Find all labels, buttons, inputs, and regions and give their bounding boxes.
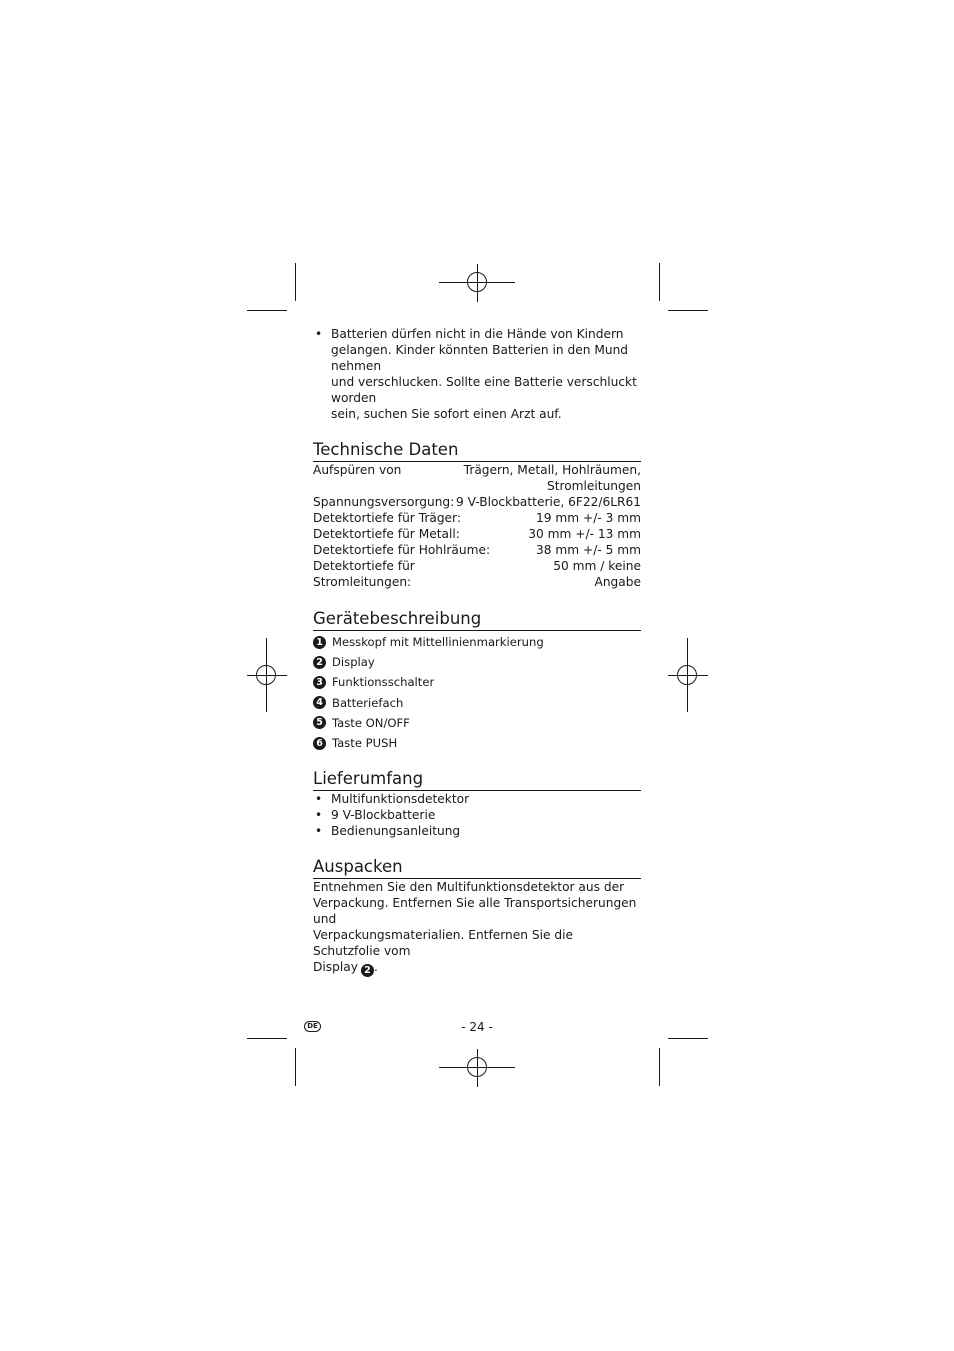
spec-label: Detektortiefe für Metall: (313, 527, 460, 541)
spec-value: 30 mm +/- 13 mm (528, 527, 641, 541)
crop-mark (659, 263, 660, 301)
spec-label: Spannungsversorgung: (313, 495, 455, 509)
number-circle-icon: 6 (313, 737, 326, 750)
section-heading: Gerätebeschreibung (313, 609, 641, 631)
bullet-line: sein, suchen Sie sofort einen Arzt auf. (331, 407, 562, 421)
bullet-symbol: • (315, 327, 323, 341)
list-item-label: Bedienungsanleitung (331, 824, 461, 839)
part-item (313, 693, 641, 713)
spec-label: Detektortiefe für Stromleitungen: (313, 559, 415, 589)
section-heading: Lieferumfang (313, 769, 641, 791)
section-heading: Technische Daten (313, 440, 641, 462)
number-circle-icon: 4 (313, 696, 326, 709)
number-circle-icon: 3 (313, 676, 326, 689)
safety-bullet (313, 326, 641, 422)
spec-label: Detektortiefe für Hohlräume: (313, 543, 491, 557)
part-item (313, 672, 641, 692)
bullet-symbol: • (315, 792, 323, 807)
spec-value: 9 V-Blockbatterie, 6F22/6LR61 (456, 495, 641, 509)
spec-value: Trägern, Metall, Hohlräumen, (463, 463, 641, 477)
section-technische-daten (313, 440, 641, 590)
paragraph-line (313, 959, 641, 977)
registration-circle (677, 665, 697, 685)
bullet-symbol: • (315, 824, 323, 839)
part-label: Taste PUSH (332, 736, 398, 751)
registration-circle (467, 1057, 487, 1077)
paragraph-line: Verpackung. Entfernen Sie alle Transportsicherungen und (313, 896, 637, 927)
spec-row (313, 510, 641, 526)
paragraph-end: . (373, 960, 378, 975)
crop-mark (295, 1048, 296, 1086)
section-heading: Auspacken (313, 857, 641, 879)
spec-row (313, 558, 641, 590)
part-item (313, 652, 641, 672)
spec-value: 50 mm / keine Angabe (553, 559, 641, 589)
page-number: - 24 - (461, 1020, 493, 1034)
part-item (313, 713, 641, 733)
paragraph-line: Entnehmen Sie den Multifunktionsdetektor aus der (313, 880, 625, 895)
number-circle-icon: 5 (313, 716, 326, 729)
language-badge: DE (304, 1021, 321, 1032)
spec-row (313, 526, 641, 542)
spec-row (313, 542, 641, 558)
crop-mark (668, 1038, 708, 1039)
list-item (313, 823, 641, 839)
section-auspacken (313, 857, 641, 977)
list-item-label: Multifunktionsdetektor (331, 792, 470, 807)
registration-circle (256, 665, 276, 685)
bullet-line: Batterien dürfen nicht in die Hände von Kindern (331, 327, 624, 341)
number-circle-icon: 2 (313, 656, 326, 669)
list-item-label: 9 V-Blockbatterie (331, 808, 436, 823)
spec-row (313, 494, 641, 510)
bullet-line: gelangen. Kinder könnten Batterien in den Mund nehmen (331, 343, 629, 373)
spec-row (313, 462, 641, 478)
page-content (313, 326, 641, 977)
part-label: Taste ON/OFF (332, 715, 410, 730)
part-item (313, 632, 641, 652)
list-item (313, 791, 641, 807)
crop-mark (668, 310, 708, 311)
spec-label: Aufspüren von (313, 463, 402, 477)
number-circle-icon: 2 (361, 964, 374, 977)
crop-mark (295, 263, 296, 301)
part-label: Messkopf mit Mittellinienmarkierung (332, 635, 544, 650)
registration-circle (467, 272, 487, 292)
spec-label: Detektortiefe für Träger: (313, 511, 461, 525)
part-item (313, 733, 641, 753)
part-label: Batteriefach (332, 695, 404, 710)
spec-value-continuation: Stromleitungen (546, 479, 641, 493)
list-item (313, 807, 641, 823)
section-geraetebeschreibung (313, 609, 641, 753)
part-label: Display (332, 655, 375, 670)
spec-value: 38 mm +/- 5 mm (536, 543, 641, 557)
spec-value: 19 mm +/- 3 mm (536, 511, 641, 525)
part-label: Funktionsschalter (332, 675, 435, 690)
crop-mark (247, 1038, 287, 1039)
paragraph-line: Verpackungsmaterialien. Entfernen Sie die Schutzfolie vom (313, 928, 573, 959)
crop-mark (659, 1048, 660, 1086)
paragraph-text: Display (313, 960, 358, 975)
section-lieferumfang (313, 769, 641, 839)
bullet-symbol: • (315, 808, 323, 823)
number-circle-icon: 1 (313, 636, 326, 649)
bullet-line: und verschlucken. Sollte eine Batterie verschluckt worden (331, 375, 637, 405)
crop-mark (247, 310, 287, 311)
